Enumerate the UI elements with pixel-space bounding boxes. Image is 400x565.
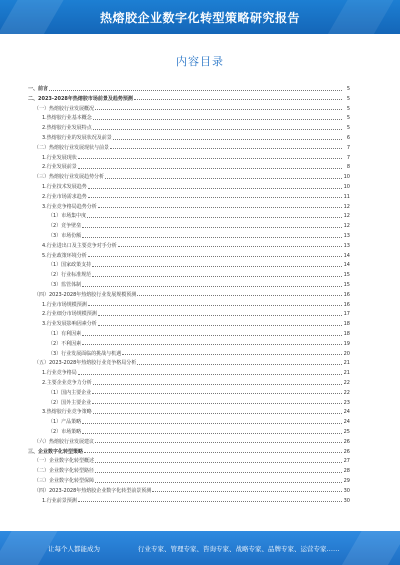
toc-entry-label: （一）热熔胶行业发展概况 <box>34 105 95 112</box>
toc-entry-label: 4.行业进出口及主要竞争对手分析 <box>42 242 117 249</box>
toc-entry-page: 13 <box>343 242 350 249</box>
toc-entry[interactable] <box>28 377 350 386</box>
toc-dot-leader <box>137 295 342 296</box>
toc-entry-label: 1.热熔胶行业基本概念 <box>42 115 92 122</box>
toc-dot-leader <box>78 168 342 169</box>
toc-entry-label: 三、企业数字化转型策略 <box>28 448 84 455</box>
toc-entry-page: 5 <box>346 95 350 102</box>
toc-entry[interactable] <box>28 112 350 121</box>
toc-entry-page: 10 <box>343 184 350 190</box>
footer-expert-list: 行业专家、管理专家、咨询专家、战略专家、品牌专家、运营专家…… <box>138 545 340 553</box>
toc-dot-leader <box>134 99 342 100</box>
toc-entry-label: （3）监管体制 <box>48 282 82 288</box>
toc-dot-leader <box>78 374 342 375</box>
toc-entry[interactable] <box>28 220 350 229</box>
toc-entry-label: （3）市场份额 <box>48 233 82 239</box>
toc-entry-label: 1.行业发展现状 <box>42 154 77 161</box>
toc-entry[interactable] <box>28 338 350 347</box>
toc-entry-page: 29 <box>343 478 350 484</box>
toc-dot-leader <box>82 237 342 238</box>
toc-entry[interactable] <box>28 201 350 210</box>
toc-entry-page: 7 <box>346 144 350 151</box>
toc-entry-page: 5 <box>346 105 350 112</box>
toc-dot-leader <box>82 423 342 424</box>
toc-entry-page: 19 <box>343 340 350 347</box>
toc-entry-page: 5 <box>346 125 350 132</box>
toc-entry-label: （五）2023-2028年热熔胶行业竞争格局分析 <box>34 360 137 367</box>
toc-entry[interactable] <box>28 171 350 180</box>
toc-entry-page: 20 <box>343 350 350 357</box>
toc-entry-label: （一）企业数字化转型概述 <box>34 458 95 465</box>
toc-entry-label: （1）国内主要企业 <box>48 389 92 396</box>
toc-entry-label: （2）竞争壁垒 <box>48 223 82 230</box>
toc-entry-page: 22 <box>343 389 350 396</box>
toc-entry-page: 24 <box>343 409 350 416</box>
toc-entry-page: 24 <box>343 419 350 426</box>
toc-entry-page: 7 <box>346 154 350 161</box>
toc-entry-label: 一、前言 <box>28 86 49 92</box>
toc-entry[interactable] <box>28 210 350 219</box>
toc-entry-page: 13 <box>343 233 350 239</box>
toc-dot-leader <box>95 442 342 443</box>
toc-dot-leader <box>152 491 342 492</box>
toc-entry[interactable] <box>28 367 350 376</box>
toc-entry[interactable] <box>28 357 350 366</box>
toc-dot-leader <box>113 139 342 140</box>
toc-entry-label: 2.行业市场需求趋势 <box>42 193 87 200</box>
toc-entry[interactable] <box>28 328 350 337</box>
toc-entry-page: 10 <box>343 174 350 181</box>
toc-dot-leader <box>92 403 342 404</box>
toc-title: 内容目录 <box>176 55 224 68</box>
toc-dot-leader <box>95 482 342 483</box>
toc-entry[interactable] <box>28 426 350 435</box>
toc-entry[interactable] <box>28 446 350 455</box>
toc-entry-label: 1.行业技术发展趋势 <box>42 184 87 190</box>
toc-entry-page: 12 <box>343 223 350 230</box>
toc-entry[interactable] <box>28 259 350 268</box>
toc-entry-label: 5.行业政策环境分析 <box>42 252 87 259</box>
toc-entry[interactable] <box>28 230 350 239</box>
toc-entry-page: 22 <box>343 380 350 386</box>
toc-dot-leader <box>78 158 342 159</box>
toc-entry-label: 3.热熔胶行业竞争策略 <box>42 409 92 416</box>
toc-entry-page: 30 <box>343 497 350 504</box>
toc-dot-leader <box>82 227 342 228</box>
toc-dot-leader <box>98 325 342 326</box>
toc-entry[interactable] <box>28 289 350 298</box>
toc-entry-label: （二）企业数字化转型路径 <box>34 468 95 475</box>
toc-entry-page: 26 <box>343 448 350 455</box>
toc-dot-leader <box>88 305 342 306</box>
toc-entry-label: 3.行业竞争格局趋势分析 <box>42 203 97 210</box>
toc-entry-label: （四）2023-2028年热熔胶行业发展规模预测 <box>34 291 137 298</box>
toc-entry-page: 15 <box>343 272 350 279</box>
toc-dot-leader <box>88 197 342 198</box>
toc-dot-leader <box>87 217 342 218</box>
toc-entry[interactable] <box>28 495 350 504</box>
toc-dot-leader <box>92 266 342 267</box>
toc-entry[interactable] <box>28 475 350 484</box>
toc-entry-label: （2）市场策略 <box>48 429 82 435</box>
toc-dot-leader <box>95 109 342 110</box>
toc-entry-page: 28 <box>343 468 350 475</box>
toc-dot-leader <box>118 246 342 247</box>
toc-entry[interactable] <box>28 455 350 464</box>
toc-entry[interactable] <box>28 397 350 406</box>
toc-entry-page: 6 <box>346 135 350 141</box>
toc-dot-leader <box>82 344 342 345</box>
toc-entry-label: （2）行业标准规范 <box>48 272 92 279</box>
toc-entry-label: 1.行业市场规模预测 <box>42 301 87 308</box>
toc-entry-page: 21 <box>343 360 350 367</box>
toc-entry-label: （三）企业数字化转型保障 <box>34 478 95 484</box>
toc-dot-leader <box>82 335 342 336</box>
toc-entry-page: 5 <box>346 86 350 92</box>
toc-dot-leader <box>49 90 342 91</box>
toc-entry[interactable] <box>28 279 350 288</box>
toc-entry[interactable] <box>28 240 350 249</box>
toc-entry-label: 2.主要企业竞争力分析 <box>42 380 92 386</box>
toc-entry-label: 1.行业前景预测 <box>42 497 77 504</box>
toc-entry[interactable] <box>28 83 350 92</box>
toc-entry[interactable] <box>28 269 350 278</box>
toc-entry[interactable] <box>28 416 350 425</box>
toc-dot-leader <box>82 286 342 287</box>
toc-entry-label: （四）2023-2028年热熔胶企业数字化转型前景预测 <box>34 487 152 494</box>
toc-entry-page: 12 <box>343 213 350 220</box>
toc-dot-leader <box>88 256 342 257</box>
toc-entry-page: 5 <box>346 115 350 122</box>
toc-entry-page: 17 <box>343 311 350 318</box>
report-title: 热熔胶企业数字化转型策略研究报告 <box>99 11 300 25</box>
toc-entry-page: 11 <box>343 193 350 200</box>
toc-dot-leader <box>95 462 342 463</box>
toc-entry[interactable] <box>28 132 350 141</box>
toc-entry[interactable] <box>28 465 350 474</box>
toc-dot-leader <box>98 315 342 316</box>
toc-entry-page: 14 <box>343 252 350 259</box>
toc-entry-page: 18 <box>343 321 350 328</box>
toc-entry[interactable] <box>28 142 350 151</box>
toc-entry[interactable] <box>28 406 350 415</box>
toc-entry-page: 12 <box>343 203 350 210</box>
toc-entry-label: （1）市场集中度 <box>48 213 87 220</box>
toc-entry[interactable] <box>28 436 350 445</box>
toc-entry-label: 2.行业发展前景 <box>42 164 77 171</box>
toc-entry-page: 18 <box>343 331 350 337</box>
toc-entry-label: 3.行业发展影响因素分析 <box>42 321 97 328</box>
toc-entry-label: （2）不利因素 <box>48 340 82 347</box>
toc-entry-page: 26 <box>343 438 350 445</box>
toc-entry[interactable] <box>28 299 350 308</box>
toc-dot-leader <box>93 384 342 385</box>
toc-entry-label: （六）热熔胶行业发展建议 <box>34 438 95 445</box>
toc-entry-page: 16 <box>343 301 350 308</box>
toc-entry-label: （二）热熔胶行业发展现状与前景 <box>34 144 110 151</box>
header-band <box>0 0 400 34</box>
toc-entry[interactable] <box>28 485 350 494</box>
toc-dot-leader <box>122 354 342 355</box>
toc-entry[interactable] <box>28 93 350 102</box>
toc-entry-page: 16 <box>343 291 350 298</box>
toc-dot-leader <box>93 129 342 130</box>
toc-entry[interactable] <box>28 387 350 396</box>
toc-dot-leader <box>93 413 342 414</box>
toc-entry-label: （3）行业发展面临的挑战与机遇 <box>48 350 122 357</box>
toc-entry-page: 23 <box>343 399 350 406</box>
toc-entry[interactable] <box>28 191 350 200</box>
footer-band <box>0 531 400 565</box>
toc-entry-page: 21 <box>343 370 350 377</box>
toc-dot-leader <box>137 364 342 365</box>
toc-entry[interactable] <box>28 122 350 131</box>
toc-dot-leader <box>95 472 342 473</box>
toc-dot-leader <box>92 393 342 394</box>
footer-slogan: 让每个人都能成为 <box>48 545 100 553</box>
toc-entry-page: 30 <box>343 487 350 494</box>
toc-dot-leader <box>105 178 342 179</box>
toc-dot-leader <box>82 433 342 434</box>
toc-dot-leader <box>110 148 342 149</box>
toc-entry[interactable] <box>28 161 350 170</box>
toc-entry-label: （2）国外主要企业 <box>48 399 92 406</box>
toc-entry-page: 15 <box>343 282 350 288</box>
toc-entry-label: 3.热熔胶行业的发展状况及前景 <box>42 135 112 141</box>
toc-dot-leader <box>78 501 342 502</box>
toc-dot-leader <box>88 188 342 189</box>
toc-dot-leader <box>93 119 342 120</box>
toc-dot-leader <box>92 276 342 277</box>
toc-entry[interactable] <box>28 152 350 161</box>
toc-entry-page: 27 <box>343 458 350 465</box>
toc-entry-label: 2.行业细分市场规模预测 <box>42 311 97 318</box>
toc-entry-label: （三）热熔胶行业发展趋势分析 <box>34 174 105 181</box>
toc-entry-label: （1）产品策略 <box>48 419 82 426</box>
toc-entry[interactable] <box>28 250 350 259</box>
toc-entry-page: 14 <box>343 262 350 269</box>
toc-entry[interactable] <box>28 103 350 112</box>
toc-entry-label: 二、2023-2028年热熔胶市场前景及趋势预测 <box>28 95 133 102</box>
toc-entry-page: 8 <box>346 164 350 171</box>
toc-entry-label: （1）有利因素 <box>48 331 82 337</box>
toc-entry[interactable] <box>28 181 350 190</box>
toc-dot-leader <box>84 452 342 453</box>
toc-dot-leader <box>98 207 342 208</box>
toc-entry[interactable] <box>28 318 350 327</box>
toc-entry[interactable] <box>28 348 350 357</box>
footer-decor-stripe <box>333 531 400 565</box>
toc-entry[interactable] <box>28 308 350 317</box>
toc-entry-label: 1.行业竞争格局 <box>42 370 77 377</box>
toc-entry-label: （1）国家政策支持 <box>48 262 92 269</box>
toc-entry-page: 25 <box>343 429 350 435</box>
toc-entry-label: 2.热熔胶行业发展特点 <box>42 125 92 132</box>
